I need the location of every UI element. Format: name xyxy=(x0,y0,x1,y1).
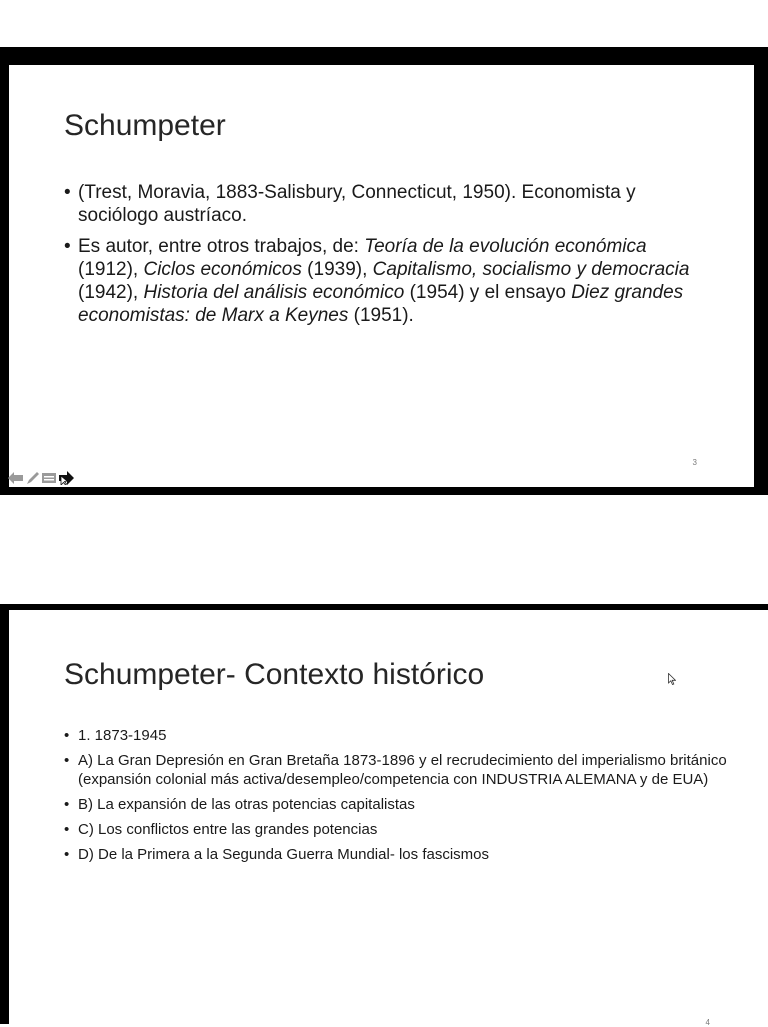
bullet-text: 1. 1873-1945 xyxy=(78,727,167,744)
slide-frame-4 xyxy=(0,604,768,1027)
slide-title: Schumpeter- Contexto histórico xyxy=(64,658,485,691)
italic-text: Diez grandes economistas: de Marx a Keynes xyxy=(78,282,684,326)
bullet-text: (1939), xyxy=(301,259,373,280)
bullet-list xyxy=(64,181,704,335)
italic-text: Historia del análisis económico xyxy=(143,282,405,303)
bullet-text: B) La expansión de las otras potencias capitalistas xyxy=(78,796,415,813)
italic-text: Teoría de la evolución económica xyxy=(364,236,647,257)
arrow-left-icon[interactable] xyxy=(8,471,24,489)
slideshow-toolbar xyxy=(8,471,74,489)
bullet-item xyxy=(64,235,704,327)
bullet-text: (1951). xyxy=(348,305,414,326)
slides-menu-icon[interactable] xyxy=(42,471,56,489)
page-number: 3 xyxy=(692,458,697,467)
bullet-text: (Trest, Moravia, 1883-Salisbury, Connecticut, 1950). Economista y sociólogo austríaco. xyxy=(78,182,636,226)
page-number: 4 xyxy=(705,1018,710,1027)
bullet-text: Es autor, entre otros trabajos, de: xyxy=(78,236,365,257)
slide-title: Schumpeter xyxy=(64,109,226,142)
bullet-text: C) Los conflictos entre las grandes potencias xyxy=(78,821,378,838)
bullet-item xyxy=(64,820,754,839)
bullet-item xyxy=(64,795,754,814)
bullet-list xyxy=(64,726,754,870)
bullet-item xyxy=(64,751,754,789)
slide-3 xyxy=(9,65,754,487)
bullet-text: (1954) y el ensayo xyxy=(404,282,572,303)
italic-text: Capitalismo, socialismo y democracia xyxy=(372,259,690,280)
italic-text: Ciclos económicos xyxy=(143,259,302,280)
bullet-text: A) La Gran Depresión en Gran Bretaña 1873-1896 y el recrudecimiento del imperialismo británico (expansión colonial más activa/desempleo/competencia con INDUSTRIA ALEMANA y de EUA) xyxy=(78,752,727,788)
bullet-text: (1942), xyxy=(78,282,144,303)
bullet-item xyxy=(64,726,754,745)
mouse-pointer-icon xyxy=(668,672,676,690)
arrow-right-icon[interactable] xyxy=(58,471,74,490)
bullet-item xyxy=(64,845,754,864)
bullet-item xyxy=(64,181,704,227)
slide-frame-3 xyxy=(0,47,768,495)
bullet-text: (1912), xyxy=(78,259,144,280)
pen-icon[interactable] xyxy=(26,471,40,490)
slide-4 xyxy=(9,610,768,1027)
bullet-text: D) De la Primera a la Segunda Guerra Mundial- los fascismos xyxy=(78,846,489,863)
